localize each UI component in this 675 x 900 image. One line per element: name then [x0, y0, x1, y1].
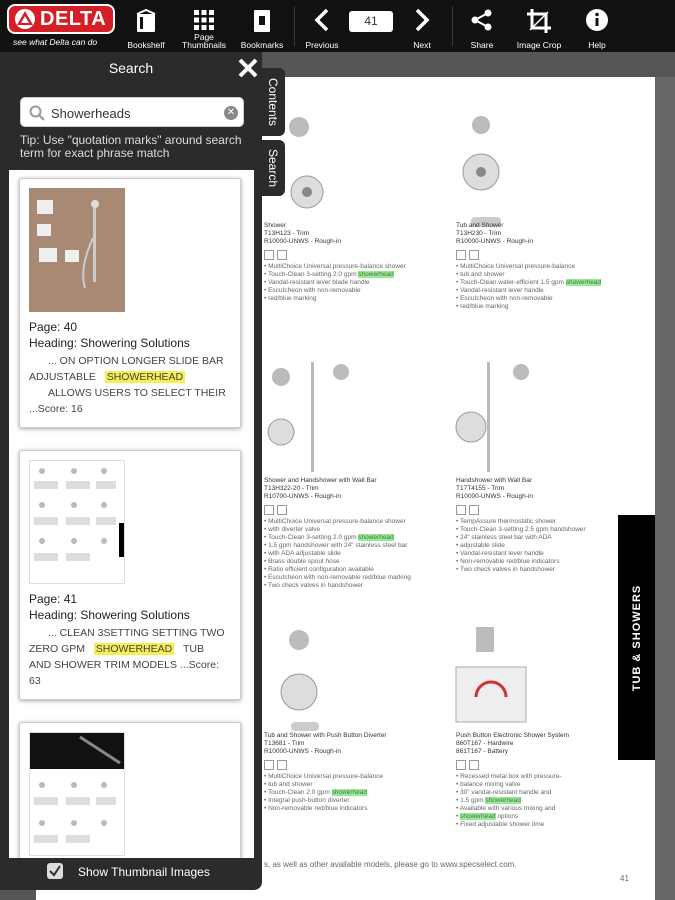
- result-excerpt-line: [29, 641, 234, 657]
- product-feature: • Recessed metal box with pressure-: [456, 773, 621, 781]
- spec-icons: [456, 760, 621, 770]
- product-features: [456, 518, 621, 574]
- product-feature: • tub and shower: [456, 271, 621, 279]
- product-name: Shower and Handshower with Wall Bar: [264, 477, 377, 484]
- product-features: [264, 773, 429, 813]
- logo-tagline: see what Delta can do: [13, 37, 98, 47]
- spec-icon: [456, 760, 466, 770]
- product-feature: • Escutcheon with non-removable: [264, 287, 429, 295]
- search-results-list[interactable]: [9, 170, 254, 858]
- product-model: 860T167 - Hardwire: [456, 740, 514, 747]
- product-features: [264, 263, 429, 303]
- doc-search-hit: showerhead: [358, 271, 394, 278]
- result-excerpt-line: ... CLEAN 3SETTING SETTING TWO: [48, 627, 225, 639]
- product-name: Push Button Electronic Shower System: [456, 732, 570, 739]
- page-number-label: 41: [620, 874, 629, 883]
- product-feature: • with diverter valve: [264, 526, 429, 534]
- product-feature: • Touch-Clean 3-setting 2.5 gpm handshower: [456, 526, 621, 534]
- share-icon: [470, 8, 494, 32]
- product-feature: • MultiChoice Universal pressure-balance: [456, 263, 621, 271]
- spec-icon: [456, 505, 466, 515]
- show-thumbnails-label: Show Thumbnail Images: [78, 865, 210, 879]
- search-tip: Tip: Use "quotation marks" around search term for exact phrase match: [20, 133, 242, 160]
- result-excerpt-text: TUB: [182, 643, 204, 655]
- product-model: T13H322-20 - Trim: [264, 485, 319, 492]
- product-feature: • Non-removable red/blue indicators: [456, 558, 621, 566]
- bookshelf-button[interactable]: Bookshelf: [124, 0, 168, 52]
- previous-button[interactable]: Previous: [300, 0, 344, 52]
- result-page: Page: 40: [29, 320, 78, 334]
- doc-search-hit: showerhead: [485, 797, 521, 804]
- product-feature: • TempAssure thermostatic shower: [456, 518, 621, 526]
- product-feature: • Touch-Clean 2.0 gpm showerhead: [264, 789, 429, 797]
- product-feature: • red/blue marking: [456, 303, 621, 311]
- search-input[interactable]: [51, 102, 221, 124]
- tab-contents[interactable]: [260, 68, 285, 136]
- product-feature: • Vandal-resistant lever handle: [456, 550, 621, 558]
- spec-icons: [456, 250, 621, 260]
- result-excerpt-text: ADJUSTABLE: [29, 371, 96, 383]
- product-feature: • MultiChoice Universal pressure-balance shower: [264, 263, 429, 271]
- product-name: Shower: [264, 222, 287, 229]
- tab-search-label: Search: [265, 148, 280, 188]
- spec-icon: [456, 250, 466, 260]
- page-number-input[interactable]: 41: [349, 11, 393, 32]
- product-name: Tub and Shower: [456, 222, 504, 229]
- product-model: R10000-UNWS - Rough-in: [264, 238, 341, 245]
- product-feature: • Fixed adjustable shower time: [456, 821, 621, 829]
- share-button[interactable]: Share: [460, 0, 504, 52]
- clear-search-icon[interactable]: ✕: [224, 106, 238, 120]
- product-feature: • Non-removable red/blue indicators: [264, 805, 429, 813]
- result-thumbnail: [29, 460, 125, 584]
- spec-icons: [264, 760, 429, 770]
- image-crop-button[interactable]: Image Crop: [512, 0, 566, 52]
- chevron-right-icon: [414, 8, 430, 32]
- page-thumbnails-button[interactable]: Page Thumbnails: [180, 0, 228, 52]
- product-feature: • 1.5 gpm handshower with 24" stainless steel bar: [264, 542, 429, 550]
- product-feature: • showerhead options: [456, 813, 621, 821]
- product-feature: • Escutcheon with non-removable red/blue marking: [264, 574, 429, 582]
- product-feature: • Vandal-resistant lever handle: [456, 287, 621, 295]
- product-feature: • Touch-Clean 3-setting 2.0 gpm showerhead: [264, 271, 429, 279]
- search-result-card[interactable]: [19, 722, 241, 858]
- section-tab: TUB & SHOWERS: [618, 515, 656, 760]
- doc-search-hit: showerhead: [460, 813, 496, 820]
- spec-icon: [277, 250, 287, 260]
- product-model: R10000-UNWS - Rough-in: [456, 493, 533, 500]
- product-model: T13681 - Trim: [264, 740, 305, 747]
- spec-icon: [469, 505, 479, 515]
- result-excerpt-line: ALLOWS USERS TO SELECT THEIR: [48, 387, 226, 399]
- product-feature: • MultiChoice Universal pressure-balance: [264, 773, 429, 781]
- bookshelf-icon: [133, 8, 159, 34]
- product-spec-block: [264, 477, 429, 590]
- product-feature: • Touch-Clean water-efficient 1.5 gpm showerhead: [456, 279, 621, 287]
- bookmarks-button[interactable]: Bookmarks: [238, 0, 286, 52]
- product-feature: • 30" vandal-resistant handle and: [456, 789, 621, 797]
- product-model: R10000-UNWS - Rough-in: [264, 748, 341, 755]
- search-field[interactable]: [20, 97, 244, 127]
- search-hit-highlight: SHOWERHEAD: [106, 371, 184, 383]
- product-feature: • Two check valves in handshower: [456, 566, 621, 574]
- grid-icon: [193, 9, 215, 31]
- product-model: R10000-UNWS - Rough-in: [456, 238, 533, 245]
- product-model: T13H230 - Trim: [456, 230, 502, 237]
- result-thumbnail: [29, 188, 125, 312]
- product-model: 861T167 - Battery: [456, 748, 509, 755]
- result-thumbnail: [29, 732, 125, 856]
- product-feature: • Available with various mixing and: [456, 805, 621, 813]
- product-feature: • with ADA adjustable slide: [264, 550, 429, 558]
- product-feature: • tub and shower: [264, 781, 429, 789]
- spec-icon: [469, 760, 479, 770]
- spec-icons: [456, 505, 621, 515]
- result-score: ...Score: 16: [29, 403, 83, 415]
- product-feature: • Two check valves in handshower: [264, 582, 429, 590]
- toolbar: [0, 0, 675, 52]
- close-icon[interactable]: [237, 57, 259, 79]
- tab-contents-label: Contents: [265, 77, 280, 127]
- result-score: 63: [29, 675, 41, 687]
- help-button[interactable]: Help: [576, 0, 618, 52]
- product-feature: • balance mixing valve: [456, 781, 621, 789]
- delta-logo[interactable]: [7, 4, 117, 48]
- result-excerpt-text: ZERO GPM: [29, 643, 86, 655]
- product-name: Handshower with Wall Bar: [456, 477, 532, 484]
- electronic-shower-fixture-image: [451, 622, 541, 742]
- product-feature: • 24" stainless steel bar with ADA: [456, 534, 621, 542]
- next-button[interactable]: Next: [400, 0, 444, 52]
- spec-icon: [264, 505, 274, 515]
- product-spec-block: [264, 732, 429, 813]
- product-name: Tub and Shower with Push Button Diverter: [264, 732, 387, 739]
- search-hit-highlight: SHOWERHEAD: [95, 643, 173, 655]
- logo-wordmark: DELTA: [40, 7, 107, 30]
- product-features: [264, 518, 429, 590]
- spec-icon: [277, 505, 287, 515]
- search-result-card[interactable]: [19, 178, 241, 428]
- product-feature: • Touch-Clean 3-setting 2.0 gpm showerhead: [264, 534, 429, 542]
- product-spec-block: [456, 732, 621, 829]
- doc-search-hit: showerhead: [331, 789, 367, 796]
- product-feature: • Ratio efficient configuration available: [264, 566, 429, 574]
- product-feature: • MultiChoice Universal pressure-balance shower: [264, 518, 429, 526]
- product-spec-block: [456, 477, 621, 574]
- push-button-diverter-fixture-image: [261, 622, 341, 742]
- product-spec-block: [264, 222, 429, 303]
- chevron-left-icon: [314, 8, 330, 32]
- product-feature: • Vandal-resistant lever blade handle: [264, 279, 429, 287]
- product-feature: • Brass double spout hose: [264, 558, 429, 566]
- product-feature: • Escutcheon with non-removable: [456, 295, 621, 303]
- product-feature: • 1.5 gpm showerhead: [456, 797, 621, 805]
- result-page: Page: 41: [29, 592, 78, 606]
- product-features: [456, 263, 621, 311]
- spec-icon: [469, 250, 479, 260]
- result-excerpt-line: ... ON OPTION LONGER SLIDE BAR: [48, 355, 224, 367]
- product-features: [456, 773, 621, 829]
- product-feature: • adjustable slide: [456, 542, 621, 550]
- spec-icons: [264, 505, 429, 515]
- spec-icon: [264, 250, 274, 260]
- doc-search-hit: showerhead: [565, 279, 602, 286]
- info-icon: [585, 8, 609, 32]
- crop-icon: [526, 8, 552, 34]
- product-model: T13H123 - Trim: [264, 230, 310, 237]
- result-heading: Heading: Showering Solutions: [29, 336, 190, 350]
- handshower-wallbar-fixture-image: [451, 357, 561, 477]
- product-feature: • Integral push-button diverter: [264, 797, 429, 805]
- product-feature: • red/blue marking: [264, 295, 429, 303]
- spec-icon: [277, 760, 287, 770]
- product-model: R10700-UNWS - Rough-in: [264, 493, 341, 500]
- search-panel: [0, 52, 262, 890]
- bookmark-icon: [252, 8, 272, 34]
- search-icon: [29, 105, 45, 121]
- product-spec-block: [456, 222, 621, 311]
- spec-icon: [264, 760, 274, 770]
- result-excerpt-line: AND SHOWER TRIM MODELS ...Score:: [29, 659, 219, 671]
- shower-handshower-fixture-image: [266, 357, 376, 477]
- panel-title: Search: [108, 60, 154, 76]
- result-excerpt-line: [29, 369, 234, 385]
- product-model: T17T4155 - Trim: [456, 485, 505, 492]
- tab-search[interactable]: [260, 140, 285, 196]
- page-footer-text: s, as well as other available models, please go to www.specselect.com.: [264, 860, 517, 869]
- result-heading: Heading: Showering Solutions: [29, 608, 190, 622]
- show-thumbnails-toggle[interactable]: [0, 858, 262, 888]
- checkbox-icon[interactable]: [47, 863, 63, 879]
- search-result-card[interactable]: [19, 450, 241, 700]
- delta-triangle-icon: [14, 8, 36, 30]
- doc-search-hit: showerhead: [358, 534, 394, 541]
- spec-icons: [264, 250, 429, 260]
